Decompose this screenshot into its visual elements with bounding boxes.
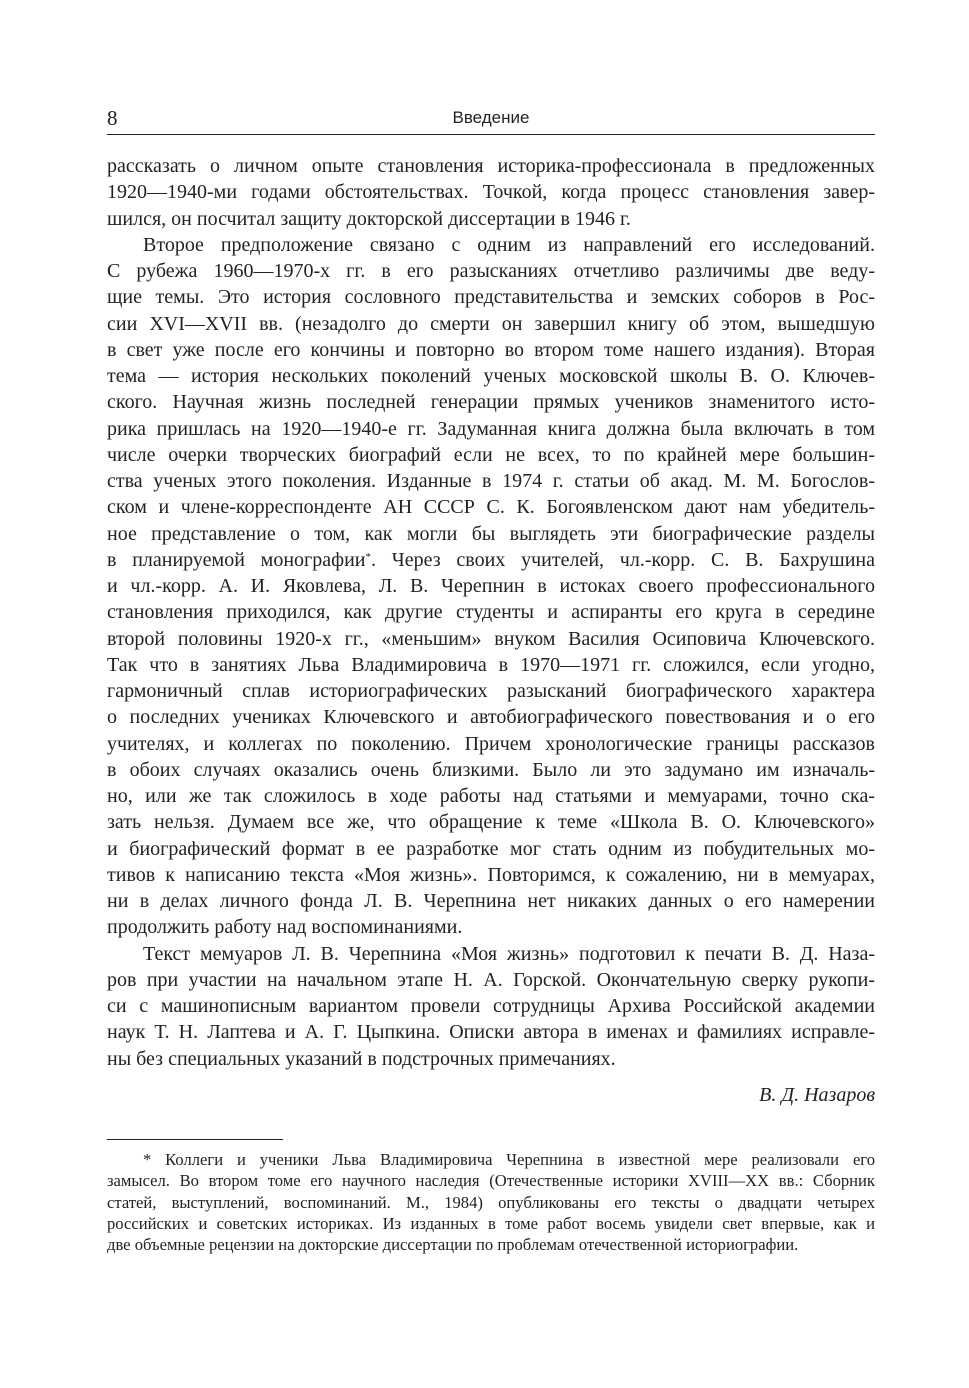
text-line: наук Т. Н. Лаптева и А. Г. Цыпкина. Описки автора в именах и фамилиях исправле- xyxy=(107,1021,875,1044)
paragraph-1 xyxy=(107,153,875,232)
text-line: числе очерки творческих биографий если не всех, то по крайней мере большин- xyxy=(107,443,875,466)
text-line: о последних учениках Ключевского и автобиографического повествования и о его xyxy=(107,706,875,729)
note-line-before: в планируемой монографии xyxy=(107,548,366,571)
text-line: Текст мемуаров Л. В. Черепнина «Моя жизнь» подготовил к печати В. Д. Наза- xyxy=(143,942,875,965)
text-line: становления приходился, как другие студенты и аспиранты его круга в середине xyxy=(107,601,875,624)
text-line: щие темы. Это история сословного представительства и земских соборов в Рос- xyxy=(107,286,875,309)
footnote-line: две объемные рецензии на докторские диссертации по проблемам отечественной историографии. xyxy=(107,1235,799,1255)
text-line: тивов к написанию текста «Моя жизнь». Повторимся, к сожалению, ни в мемуарах, xyxy=(107,863,875,886)
text-line: рассказать о личном опыте становления историка-профессионала в предложенных xyxy=(107,155,875,177)
footnote-line: российских и советских историках. Из изданных в томе работ восемь увидели свет впервые, как и xyxy=(107,1213,875,1233)
running-title: Введение xyxy=(452,108,530,127)
author-signature: В. Д. Назаров xyxy=(759,1084,875,1106)
text-line: тема — история нескольких поколений ученых московской школы В. О. Ключев- xyxy=(107,365,875,387)
text-line: рика пришлась на 1920—1940-е гг. Задуманная книга должна была включать в том xyxy=(107,417,875,440)
note-line-after: . Через своих учителей, чл.-корр. С. В. Бахрушина xyxy=(370,548,875,571)
text-line-with-note xyxy=(107,547,875,573)
text-line: 1920—1940-ми годами обстоятельствах. Точкой, когда процесс становления завер- xyxy=(107,181,875,204)
text-line: гармоничный сплав историографических разысканий биографического характера xyxy=(107,680,875,702)
footnote-line: статей, выступлений, воспоминаний. М., 1984) опубликованы его тексты о двадцати четырех xyxy=(107,1192,875,1212)
text-line: учителях, и коллегах по поколению. Причем хронологические границы рассказов xyxy=(107,732,875,755)
footnote-separator xyxy=(107,1139,283,1140)
text-line: Так что в занятиях Льва Владимировича в 1970—1971 гг. сложился, если угодно, xyxy=(107,653,875,676)
text-line: но, или же так сложилось в ходе работы над статьями и мемуарами, точно ска- xyxy=(107,785,875,807)
text-line: ное представление о том, как могли бы выглядеть эти биографические разделы xyxy=(107,522,875,545)
text-line: и чл.-корр. А. И. Яковлева, Л. В. Черепнин в истоках своего профессионального xyxy=(107,575,875,597)
text-line: ства ученых этого поколения. Изданные в 1974 г. статьи об акад. М. М. Богослов- xyxy=(107,470,875,492)
text-line: в обоих случаях оказались очень близкими. Было ли это задумано им изначаль- xyxy=(107,758,875,781)
running-header xyxy=(107,104,875,135)
paragraph-3 xyxy=(107,941,875,1072)
text-line: продолжить работу над воспоминаниями. xyxy=(107,916,463,939)
footnote-line: замысел. Во втором томе его научного наследия (Отечественные историки XVIII—XX вв.: Сборник xyxy=(107,1171,875,1191)
text-line: ны без специальных указаний в подстрочных примечаниях. xyxy=(107,1047,616,1070)
footnote xyxy=(107,1149,875,1255)
text-line: в свет уже после его кончины и повторно во втором томе нашего издания). Вторая xyxy=(107,338,875,361)
text-line: С рубежа 1960—1970-х гг. в его разысканиях отчетливо различимы две веду- xyxy=(107,260,875,282)
footnote-marker[interactable]: * xyxy=(365,550,371,563)
text-line: ском и члене-корреспонденте АН СССР С. К. Богоявленском дают нам убедитель- xyxy=(107,496,875,519)
text-line: си с машинописным вариантом провели сотрудницы Архива Российской академии xyxy=(107,995,875,1017)
page-number: 8 xyxy=(107,106,118,130)
text-line: зать нельзя. Думаем все же, что обращение к теме «Школа В. О. Ключевского» xyxy=(107,811,875,834)
text-line: Второе предположение связано с одним из направлений его исследований. xyxy=(143,233,875,256)
text-line: ров при участии на начальном этапе Н. А. Горской. Окончательную сверку рукопи- xyxy=(107,968,875,991)
paragraph-2 xyxy=(107,232,875,941)
text-line: сии XVI—XVII вв. (незадолго до смерти он завершил книгу об этом, вышедшую xyxy=(107,312,875,335)
footnote-text xyxy=(107,1149,875,1255)
text-line: второй половины 1920-х гг., «меньшим» внуком Василия Осиповича Ключевского. xyxy=(107,627,875,650)
text-line: и биографический формат в ее разработке мог стать одним из побудительных мо- xyxy=(107,837,875,860)
text-line: ского. Научная жизнь последней генерации прямых учеников знаменитого исто- xyxy=(107,391,875,414)
text-line: ни в делах личного фонда Л. В. Черепнина нет никаких данных о его намерении xyxy=(107,890,875,912)
text-line: шился, он посчитал защиту докторской диссертации в 1946 г. xyxy=(107,207,631,230)
main-text xyxy=(107,153,875,1072)
footnote-line: * Коллеги и ученики Льва Владимировича Черепнина в известной мере реализовали его xyxy=(143,1150,875,1169)
